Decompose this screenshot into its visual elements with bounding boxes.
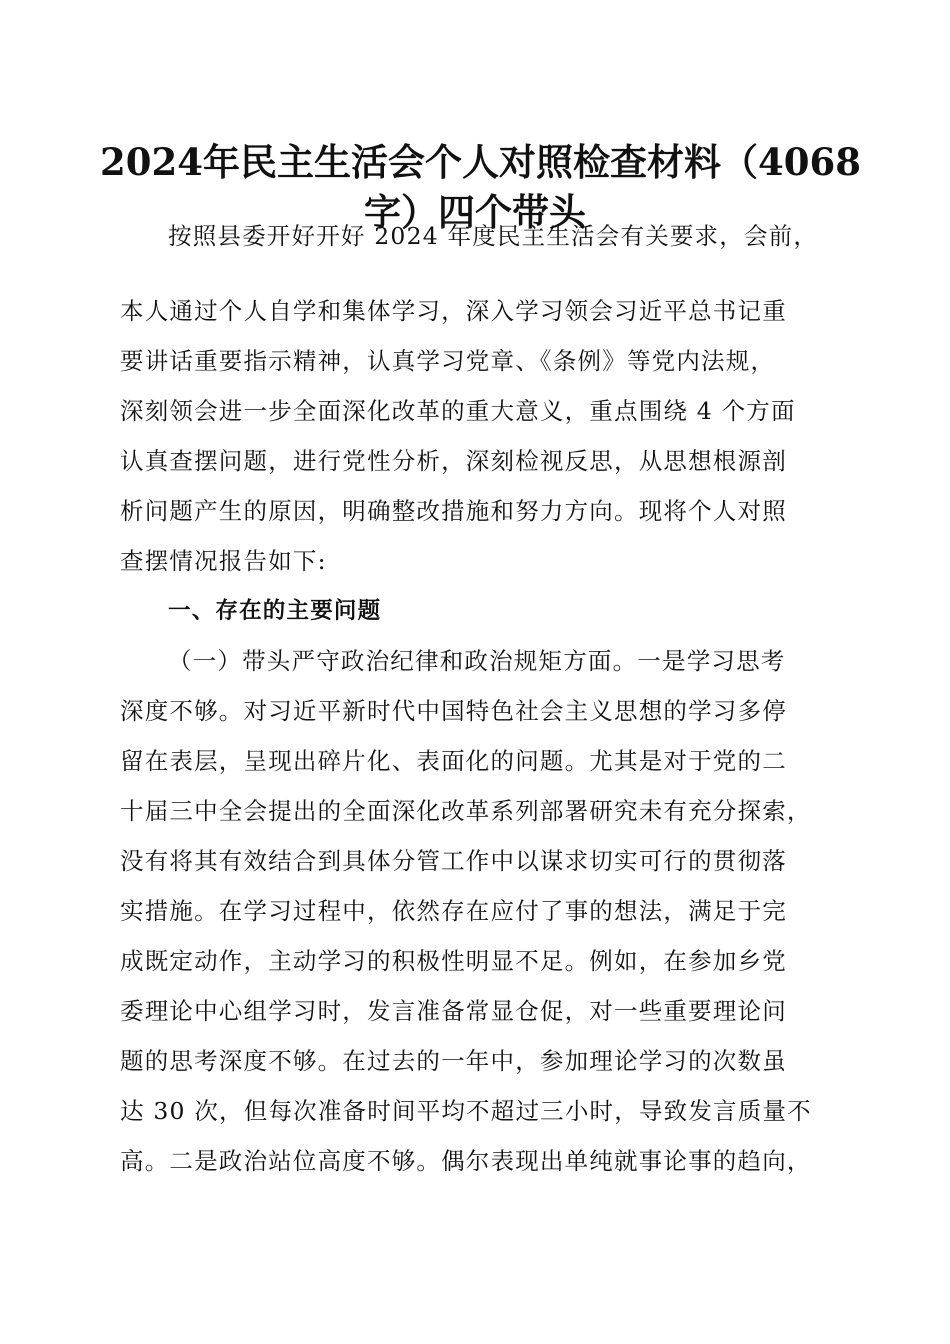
section1-line-7: 成既定动作，主动学习的积极性明显不足。例如，在参加乡党 bbox=[120, 947, 787, 975]
section1-line-2: 深度不够。对习近平新时代中国特色社会主义思想的学习多停 bbox=[120, 697, 787, 725]
section1-line-9: 题的思考深度不够。在过去的一年中，参加理论学习的次数虽 bbox=[120, 1047, 787, 1075]
section1-line-10: 达 30 次，但每次准备时间平均不超过三小时，导致发言质量不 bbox=[120, 1097, 812, 1125]
intro-line-5: 认真查摆问题，进行党性分析，深刻检视反思，从思想根源剖 bbox=[120, 447, 787, 475]
intro-line-7: 查摆情况报告如下: bbox=[120, 547, 327, 575]
section1-line-5: 没有将其有效结合到具体分管工作中以谋求切实可行的贯彻落 bbox=[120, 847, 787, 875]
intro-line-3: 要讲话重要指示精神，认真学习党章、《条例》等党内法规， bbox=[120, 347, 776, 375]
section1-line-11: 高。二是政治站位高度不够。偶尔表现出单纯就事论事的趋向， bbox=[120, 1147, 812, 1175]
intro-line-2: 本人通过个人自学和集体学习，深入学习领会习近平总书记重 bbox=[120, 297, 787, 325]
document-title-line-1: 2024年民主生活会个人对照检查材料（4068 bbox=[100, 140, 861, 184]
intro-line-4: 深刻领会进一步全面深化改革的重大意义，重点围绕 4 个方面 bbox=[120, 397, 796, 425]
intro-line-1: 按照县委开好开好 2024 年度民主生活会有关要求，会前， bbox=[168, 222, 819, 250]
section-heading: 一、存在的主要问题 bbox=[168, 598, 382, 624]
document-title-line-2: 字）四个带头 bbox=[364, 190, 586, 234]
section1-line-3: 留在表层，呈现出碎片化、表面化的问题。尤其是对于党的二 bbox=[120, 747, 787, 775]
section1-line-8: 委理论中心组学习时，发言准备常显仓促，对一些重要理论问 bbox=[120, 997, 787, 1025]
section1-line-4: 十届三中全会提出的全面深化改革系列部署研究未有充分探索， bbox=[120, 797, 812, 825]
section1-line-1: （一）带头严守政治纪律和政治规矩方面。一是学习思考 bbox=[168, 647, 786, 675]
intro-line-6: 析问题产生的原因，明确整改措施和努力方向。现将个人对照 bbox=[120, 497, 787, 525]
section1-line-6: 实措施。在学习过程中，依然存在应付了事的想法，满足于完 bbox=[120, 897, 787, 925]
